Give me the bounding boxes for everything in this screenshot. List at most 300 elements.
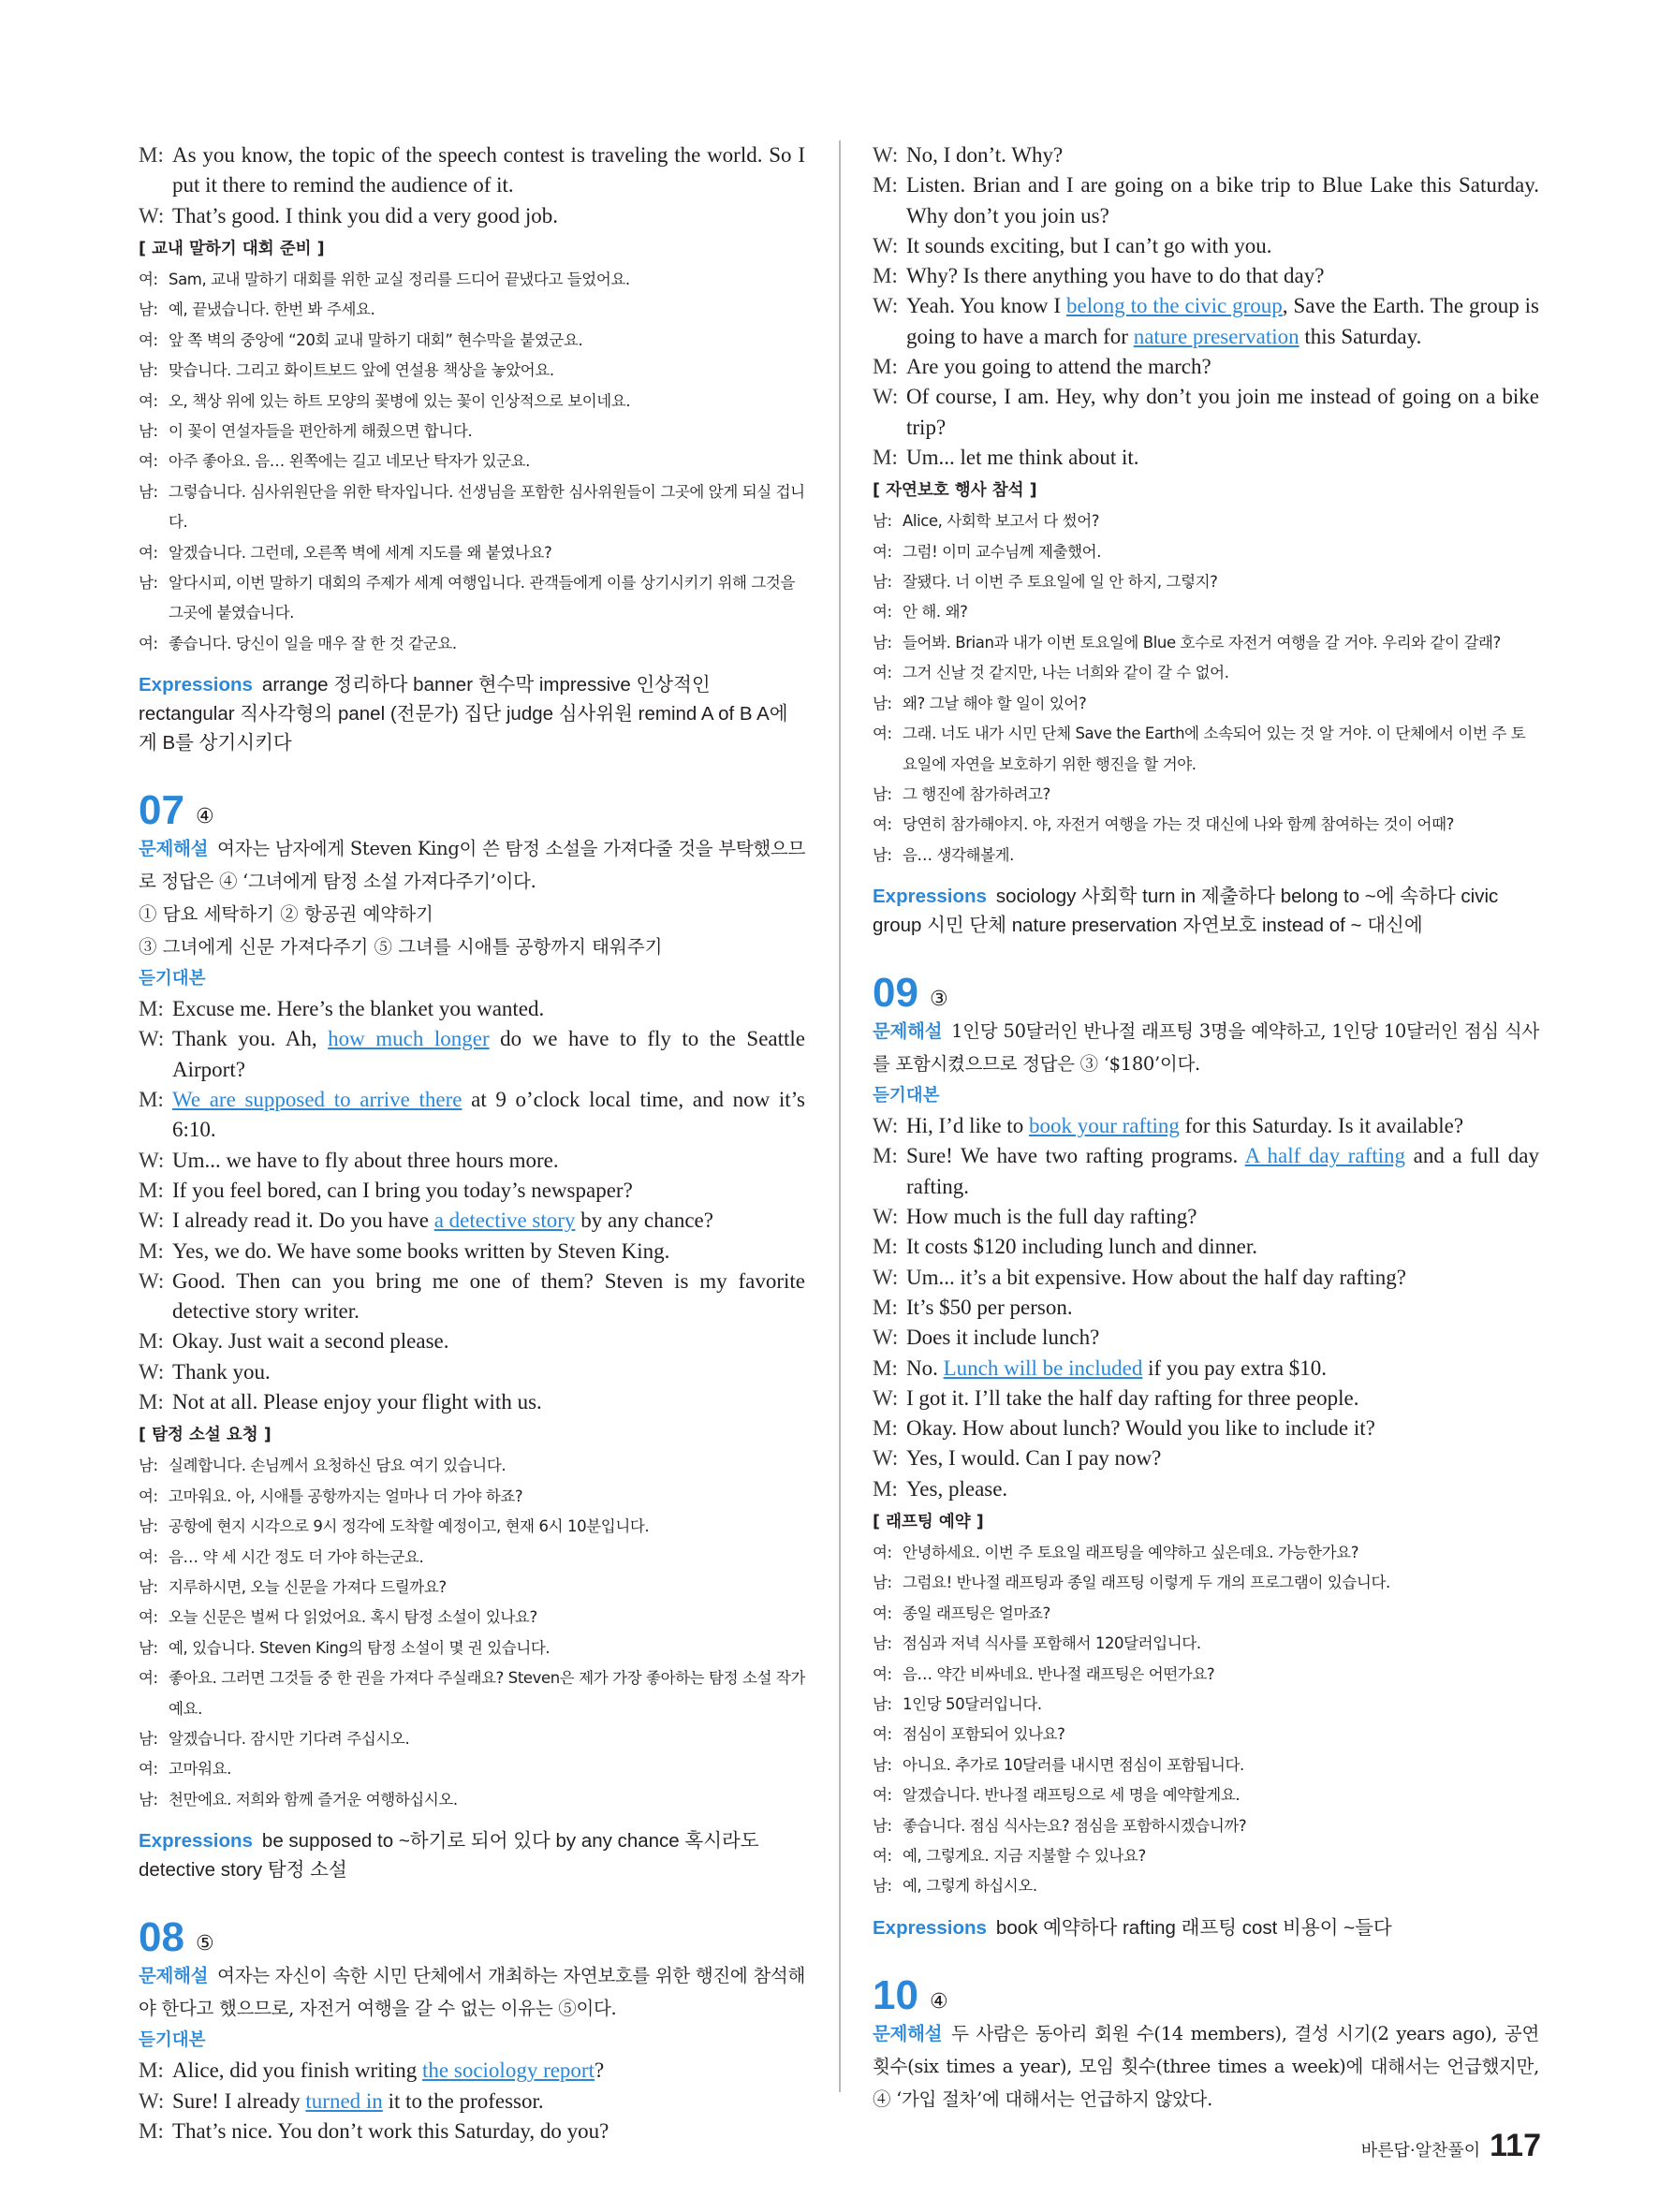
q07-korean-title: [ 탐정 소설 요청 ] [139, 1426, 272, 1445]
translation-text: Sam, 교내 말하기 대회를 위한 교실 정리를 드디어 끝냈다고 들었어요. [169, 270, 630, 288]
dialogue-line [139, 1326, 805, 1356]
dialogue-text [172, 1024, 805, 1085]
translation-text: 점심과 저녁 식사를 포함해서 120달러입니다. [903, 1634, 1201, 1653]
translation-text: 오늘 신문은 벌써 다 읽었어요. 혹시 탐정 소설이 있나요? [169, 1608, 537, 1627]
q10-heading [873, 1967, 1539, 2017]
speaker-label: W: [873, 1265, 899, 1289]
translation-line [139, 1754, 805, 1784]
dialogue-text [906, 1263, 1539, 1293]
text-run: by any chance? [575, 1209, 713, 1233]
dialogue-text [906, 1202, 1539, 1232]
translation-text: 당연히 참가해야지. 야, 자전거 여행을 가는 것 대신에 나와 함께 참여하는 것이 어때? [903, 815, 1454, 834]
dialogue-line [139, 2087, 805, 2117]
script-label: 듣기대본 [873, 1086, 940, 1106]
expressions-label: Expressions [139, 674, 253, 696]
dialogue-line [139, 1267, 805, 1327]
speaker-label: 여: [873, 1725, 892, 1744]
text-run: Hi, I’d like to [906, 1114, 1029, 1138]
speaker-label: 남: [139, 1790, 158, 1809]
expressions-text: book 예약하다 rafting 래프팅 cost 비용이 ~들다 [995, 1916, 1392, 1939]
dialogue-line [139, 1206, 805, 1236]
speaker-label: 여: [873, 725, 892, 743]
page-number: 117 [1490, 2128, 1541, 2163]
translation-text: 알다시피, 이번 말하기 대회의 주제가 세계 여행입니다. 관객들에게 이를 상기시키기 위해 그것을 그곳에 붙였습니다. [169, 573, 796, 623]
dialogue-line [873, 1202, 1539, 1232]
translation-text: 예, 그렇게요. 지금 지불할 수 있나요? [903, 1847, 1146, 1866]
translation-text: 고마워요. [169, 1760, 232, 1779]
translation-text: 그 행진에 참가하려고? [903, 784, 1050, 803]
translation-line [873, 658, 1539, 688]
text-run: Yes, please. [906, 1476, 1008, 1501]
key-phrase: We are supposed to arrive there [172, 1088, 462, 1112]
speaker-label: W: [139, 203, 165, 227]
dialogue-text [906, 352, 1539, 382]
speaker-label: M: [873, 1416, 898, 1441]
question-number: 08 [139, 1914, 184, 1961]
translation-text: 앞 쪽 벽의 중앙에 “20회 교내 말하기 대회” 현수막을 붙였군요. [169, 330, 583, 349]
explanation-text: 1인당 50달러인 반나절 래프팅 3명을 예약하고, 1인당 10달러인 점심 식사를 포함시켰으므로 정답은 ③ ‘$180’이다. [873, 1020, 1539, 1076]
speaker-label: 남: [873, 573, 892, 592]
speaker-label: W: [873, 1446, 899, 1471]
expressions-text: sociology 사회학 turn in 제출하다 belong to ~에 속하다 civic group 시민 단체 nature preservation 자연보호 instead of ~ 대신에 [873, 886, 1499, 937]
translation-text: 종일 래프팅은 얼마죠? [903, 1604, 1050, 1622]
dialogue-text [906, 1111, 1539, 1141]
text-run: Sure! I already [172, 2088, 306, 2113]
speaker-label: 남: [873, 1695, 892, 1714]
dialogue-line [139, 1176, 805, 1206]
dialogue-line [139, 1085, 805, 1146]
speaker-label: M: [873, 355, 898, 379]
speaker-label: 여: [873, 1847, 892, 1866]
speaker-label: M: [139, 2058, 164, 2083]
speaker-label: W: [873, 1326, 899, 1350]
speaker-label: 남: [873, 1634, 892, 1653]
speaker-label: 남: [139, 482, 158, 501]
speaker-label: 남: [873, 1816, 892, 1835]
speaker-label: 남: [139, 421, 158, 440]
speaker-label: 여: [873, 542, 892, 561]
translation-text: 공항에 현지 시각으로 9시 정각에 도착할 예정이고, 현재 6시 10분입니다. [169, 1517, 650, 1536]
text-run: , Save the Earth. The group is going to have a march for [906, 294, 1539, 348]
text-run: for this Saturday. Is it available? [1179, 1114, 1464, 1138]
translation-line [139, 417, 805, 447]
q06-korean-translation [139, 265, 805, 659]
speaker-label: M: [873, 264, 898, 288]
translation-line [873, 719, 1539, 780]
speaker-label: M: [139, 143, 164, 167]
translation-line [139, 1451, 805, 1481]
translation-text: 오, 책상 위에 있는 하트 모양의 꽃병에 있는 꽃이 인상적으로 보이네요. [169, 391, 631, 410]
speaker-label: M: [139, 1088, 164, 1112]
translation-text: 예, 있습니다. Steven King의 탐정 소설이 몇 권 있습니다. [169, 1638, 551, 1657]
q08-korean-title: [ 자연보호 행사 참석 ] [873, 481, 1037, 501]
translation-text: 알겠습니다. 반나절 래프팅으로 세 명을 예약할게요. [903, 1786, 1241, 1805]
text-run: Are you going to attend the march? [906, 355, 1211, 379]
q09-heading [873, 964, 1539, 1015]
translation-line [139, 477, 805, 538]
explanation-label: 문제해설 [139, 1965, 209, 1987]
translation-line [139, 1573, 805, 1603]
text-run: Does it include lunch? [906, 1326, 1100, 1350]
q08-script-continued [873, 140, 1539, 473]
expressions-label: Expressions [139, 1830, 253, 1853]
explanation-label: 문제해설 [873, 1020, 943, 1043]
q07-korean-translation [139, 1451, 805, 1815]
text-run: Okay. How about lunch? Would you like to include it? [906, 1416, 1375, 1441]
text-run: Okay. Just wait a second please. [172, 1329, 449, 1354]
speaker-label: M: [873, 1144, 898, 1168]
text-run: Um... let me think about it. [906, 445, 1139, 469]
translation-text: 맞습니다. 그리고 화이트보드 앞에 연설용 책상을 놓았어요. [169, 361, 554, 380]
translation-line [873, 628, 1539, 658]
dialogue-line [873, 1384, 1539, 1414]
explanation-label: 문제해설 [873, 2022, 943, 2044]
text-run: Yeah. You know I [906, 294, 1067, 318]
speaker-label: W: [139, 2088, 165, 2113]
text-run: Yes, we do. We have some books written by Steven King. [172, 1238, 670, 1263]
dialogue-text [906, 291, 1539, 352]
text-run: It costs $120 including lunch and dinner. [906, 1235, 1257, 1259]
text-run: Thank you. [172, 1359, 271, 1384]
speaker-label: 남: [139, 1577, 158, 1596]
speaker-label: 남: [873, 845, 892, 864]
q07-explanation [139, 832, 805, 898]
dialogue-line [873, 1263, 1539, 1293]
q08-heading [139, 1909, 805, 1959]
translation-text: 아주 좋아요. 음… 왼쪽에는 길고 네모난 탁자가 있군요. [169, 452, 531, 471]
dialogue-line [139, 1024, 805, 1085]
speaker-label: W: [139, 1148, 165, 1172]
speaker-label: M: [139, 997, 164, 1021]
translation-line [873, 1538, 1539, 1568]
dialogue-line [873, 352, 1539, 382]
dialogue-line [873, 1414, 1539, 1443]
speaker-label: W: [139, 1027, 165, 1051]
dialogue-line [139, 1387, 805, 1417]
q09-korean-title: [ 래프팅 예약 ] [873, 1513, 984, 1531]
dialogue-line [139, 1237, 805, 1267]
q08-explanation [139, 1959, 805, 2025]
key-phrase: turned in [305, 2088, 383, 2113]
dialogue-text [906, 1354, 1539, 1384]
q07-script [139, 994, 805, 1417]
right-column [873, 140, 1539, 2116]
translation-text: 좋습니다. 당신이 일을 매우 잘 한 것 같군요. [169, 634, 457, 652]
dialogue-text [172, 994, 805, 1024]
speaker-label: W: [873, 143, 899, 167]
translation-line [873, 567, 1539, 597]
dialogue-line [139, 994, 805, 1024]
speaker-label: 여: [873, 1544, 892, 1561]
translation-text: 좋아요. 그러면 그것들 중 한 권을 가져다 주실래요? Steven은 제가 가장 좋아하는 탐정 소설 작가예요. [169, 1669, 805, 1718]
translation-line [873, 1751, 1539, 1780]
speaker-label: M: [139, 1238, 164, 1263]
text-run: I got it. I’ll take the half day rafting for three people. [906, 1385, 1359, 1410]
dialogue-line [873, 231, 1539, 261]
text-run: If you feel bored, can I bring you today’s newspaper? [172, 1178, 633, 1202]
dialogue-text [906, 231, 1539, 261]
q07-heading [139, 782, 805, 832]
key-phrase: how much longer [328, 1027, 490, 1051]
translation-text: 예, 그렇게 하십시오. [903, 1877, 1037, 1896]
speaker-label: 여: [873, 1604, 892, 1622]
dialogue-text [906, 1141, 1539, 1202]
translation-line [873, 1690, 1539, 1720]
q06-korean-title: [ 교내 말하기 대회 준비 ] [139, 239, 325, 258]
translation-line [139, 1512, 805, 1542]
speaker-label: 여: [139, 391, 158, 410]
text-run: No, I don’t. Why? [906, 143, 1064, 167]
dialogue-text [172, 1357, 805, 1387]
translation-line [873, 689, 1539, 719]
dialogue-text [172, 2117, 805, 2146]
translation-text: 아니요. 추가로 10달러를 내시면 점심이 포함됩니다. [903, 1755, 1244, 1774]
script-label: 듣기대본 [139, 2030, 206, 2051]
text-run: Not at all. Please enjoy your flight with us. [172, 1390, 542, 1414]
translation-line [139, 1543, 805, 1573]
text-run: Um... it’s a bit expensive. How about the half day rafting? [906, 1265, 1406, 1289]
text-run: do we have to fly to the Seattle Airport? [172, 1027, 805, 1081]
speaker-label: 남: [139, 361, 158, 380]
q09-script [873, 1111, 1539, 1504]
key-phrase: A half day rafting [1244, 1144, 1406, 1168]
q07-expressions [139, 1826, 805, 1884]
dialogue-text [906, 382, 1539, 443]
dialogue-line [873, 170, 1539, 231]
text-run: Thank you. Ah, [172, 1027, 329, 1051]
translation-line [139, 326, 805, 356]
speaker-label: 여: [139, 270, 158, 288]
key-phrase: nature preservation [1133, 324, 1299, 348]
dialogue-line [873, 443, 1539, 473]
explanation-text: 두 사람은 동아리 회원 수(14 members), 결성 시기(2 years ago), 공연 횟수(six times a year), 모임 횟수(three times a week)에 대해서는 언급했지만, ④ ‘가입 절차’에 대해서는 언급하지 않았다. [873, 2022, 1539, 2110]
speaker-label: 여: [139, 330, 158, 349]
key-phrase: belong to the civic group [1066, 294, 1283, 318]
q09-explanation [873, 1015, 1539, 1080]
left-column [139, 140, 805, 2146]
translation-text: 안 해. 왜? [903, 603, 968, 622]
translation-text: 왜? 그날 해야 할 일이 있어? [903, 694, 1087, 712]
dialogue-text [906, 140, 1539, 170]
translation-line [139, 629, 805, 659]
dialogue-line [873, 261, 1539, 291]
dialogue-line [139, 1357, 805, 1387]
speaker-label: W: [873, 385, 899, 409]
speaker-label: M: [139, 1329, 164, 1354]
text-run: ? [595, 2058, 605, 2083]
dialogue-text: As you know, the topic of the speech contest is traveling the world. So I put it there to remind the audience of it. [172, 143, 805, 198]
text-run: Sure! We have two rafting programs. [906, 1144, 1245, 1168]
translation-line [139, 265, 805, 295]
translation-text: 그래. 너도 내가 시민 단체 Save the Earth에 소속되어 있는 것 알 거야. 이 단체에서 이번 주 토요일에 자연을 보호하기 위한 행진을 할 거야. [903, 725, 1526, 773]
expressions-label: Expressions [873, 1916, 987, 1939]
translation-text: 그렇습니다. 심사위원단을 위한 탁자입니다. 선생님을 포함한 심사위원들이 그곳에 앉게 되실 겁니다. [169, 482, 805, 532]
dialogue-line [873, 1141, 1539, 1202]
dialogue-line [873, 291, 1539, 352]
translation-text: 그럼요! 반나절 래프팅과 종일 래프팅 이렇게 두 개의 프로그램이 있습니다. [903, 1574, 1390, 1592]
key-phrase: Lunch will be included [943, 1355, 1143, 1380]
translation-line [139, 1633, 805, 1663]
expressions-text: be supposed to ~하기로 되어 있다 by any chance 혹시라도 detective story 탐정 소설 [139, 1830, 759, 1882]
translation-line [139, 1724, 805, 1754]
q07-options-row-2: ③ 그녀에게 신문 가져다주기 ⑤ 그녀를 시애틀 공항까지 태워주기 [139, 936, 663, 959]
key-phrase: a detective story [433, 1209, 576, 1233]
translation-line [873, 597, 1539, 627]
speaker-label: 남: [873, 1755, 892, 1774]
dialogue-text [172, 1206, 805, 1236]
text-run: It’s $50 per person. [906, 1295, 1073, 1319]
speaker-label: W: [873, 1205, 899, 1229]
translation-line [873, 1599, 1539, 1629]
question-number: 10 [873, 1971, 918, 2018]
translation-text: 실례합니다. 손님께서 요청하신 담요 여기 있습니다. [169, 1457, 507, 1475]
dialogue-line [873, 1232, 1539, 1262]
expressions-label: Expressions [873, 886, 987, 908]
speaker-label: 여: [139, 634, 158, 652]
q06-script-end [139, 140, 805, 231]
translation-text: 이 꽃이 연설자들을 편안하게 해줬으면 합니다. [169, 421, 473, 440]
key-phrase: the sociology report [422, 2058, 595, 2083]
dialogue-line [873, 1443, 1539, 1473]
speaker-label: 남: [139, 1638, 158, 1657]
q08-expressions [873, 882, 1539, 940]
speaker-label: 남: [139, 1729, 158, 1748]
dialogue-text [906, 1323, 1539, 1353]
dialogue-line [873, 1323, 1539, 1353]
explanation-label: 문제해설 [139, 838, 209, 860]
translation-text: 좋습니다. 점심 식사는요? 점심을 포함하시겠습니까? [903, 1816, 1247, 1835]
speaker-label: W: [873, 294, 899, 318]
speaker-label: 여: [139, 1487, 158, 1505]
text-run: No. [906, 1355, 944, 1380]
text-run: It sounds exciting, but I can’t go with you. [906, 233, 1272, 257]
translation-line [873, 1841, 1539, 1871]
translation-text: 지루하시면, 오늘 신문을 가져다 드릴까요? [169, 1577, 447, 1596]
speaker-label: W: [873, 233, 899, 257]
question-number: 09 [873, 970, 918, 1017]
dialogue-line [873, 1293, 1539, 1323]
expressions-text: arrange 정리하다 banner 현수막 impressive 인상적인 rectangular 직사각형의 panel (전문가) 집단 judge 심사위원 remind A of B A에게 B를 상기시키다 [139, 674, 788, 754]
translation-line [873, 780, 1539, 810]
translation-text: 음… 약간 비싸네요. 반나절 래프팅은 어떤가요? [903, 1664, 1215, 1683]
q08-script [139, 2056, 805, 2146]
translation-line [873, 1629, 1539, 1659]
text-run: Good. Then can you bring me one of them? Steven is my favorite detective story writer. [172, 1268, 805, 1324]
speaker-label: 여: [873, 603, 892, 622]
speaker-label: W: [139, 1268, 165, 1293]
answer-mark: ③ [929, 988, 948, 1012]
answer-mark: ⑤ [195, 1932, 214, 1956]
dialogue-line [139, 1146, 805, 1176]
explanation-text: 여자는 남자에게 Steven King이 쓴 탐정 소설을 가져다줄 것을 부탁했으므로 정답은 ④ ‘그녀에게 탐정 소설 가져다주기’이다. [139, 838, 805, 893]
dialogue-line [873, 382, 1539, 443]
translation-line [139, 1603, 805, 1633]
translation-text: 음… 약 세 시간 정도 더 가야 하는군요. [169, 1547, 424, 1566]
translation-text: Alice, 사회학 보고서 다 썼어? [903, 512, 1100, 531]
answer-mark: ④ [195, 805, 214, 829]
q09-korean-translation [873, 1538, 1539, 1902]
speaker-label: 남: [873, 694, 892, 712]
translation-line [139, 295, 805, 325]
translation-text: 천만에요. 저희와 함께 즐거운 여행하십시오. [169, 1790, 458, 1809]
speaker-label: M: [873, 1235, 898, 1259]
translation-line [873, 1780, 1539, 1810]
text-run: it to the professor. [382, 2088, 544, 2113]
dialogue-text: That’s good. I think you did a very good job. [172, 203, 559, 227]
text-run: Alice, did you finish writing [172, 2058, 423, 2083]
question-number: 07 [139, 787, 184, 834]
translation-text: 알겠습니다. 잠시만 기다려 주십시오. [169, 1729, 410, 1748]
translation-line [139, 538, 805, 568]
q08-korean-translation [873, 506, 1539, 871]
speaker-label: M: [139, 1178, 164, 1202]
dialogue-text [172, 1387, 805, 1417]
translation-text: 예, 끝냈습니다. 한번 봐 주세요. [169, 300, 375, 319]
dialogue-text [906, 1293, 1539, 1323]
text-run: Excuse me. Here’s the blanket you wanted. [172, 997, 545, 1021]
text-run: That’s nice. You don’t work this Saturday, do you? [172, 2118, 609, 2143]
translation-line [873, 1568, 1539, 1598]
translation-line [873, 841, 1539, 871]
translation-line [873, 537, 1539, 567]
translation-text: 알겠습니다. 그런데, 오른쪽 벽에 세계 지도를 왜 붙였나요? [169, 543, 552, 562]
speaker-label: W: [873, 1385, 899, 1410]
text-run: How much is the full day rafting? [906, 1205, 1197, 1229]
translation-line [873, 1811, 1539, 1841]
explanation-text: 여자는 자신이 속한 시민 단체에서 개최하는 자연보호를 위한 행진에 참석해야 한다고 했으므로, 자전거 여행을 갈 수 없는 이유는 ⑤이다. [139, 1965, 805, 2020]
dialogue-text [172, 1146, 805, 1176]
dialogue-text [906, 1414, 1539, 1443]
speaker-label: W: [139, 1209, 165, 1233]
translation-line [139, 387, 805, 417]
dialogue-text [172, 1267, 805, 1327]
speaker-label: 여: [139, 452, 158, 471]
translation-text: 1인당 50달러입니다. [903, 1695, 1042, 1714]
speaker-label: 여: [873, 1786, 892, 1805]
dialogue-line [139, 2056, 805, 2086]
dialogue-line [873, 140, 1539, 170]
speaker-label: 남: [873, 512, 892, 531]
speaker-label: W: [873, 1114, 899, 1138]
dialogue-line [139, 140, 805, 201]
script-label: 듣기대본 [139, 969, 206, 989]
text-run: and a full day rafting. [906, 1144, 1539, 1198]
q10-explanation [873, 2017, 1539, 2116]
text-run: if you pay extra $10. [1142, 1355, 1328, 1380]
speaker-label: 여: [139, 1547, 158, 1566]
q09-expressions [873, 1913, 1539, 1942]
q07-options-row-1: ① 담요 세탁하기 ② 항공권 예약하기 [139, 903, 433, 926]
translation-text: 고마워요. 아, 시애틀 공항까지는 얼마나 더 가야 하죠? [169, 1487, 523, 1505]
text-run: this Saturday. [1299, 324, 1422, 348]
translation-text: 안녕하세요. 이번 주 토요일 래프팅을 예약하고 싶은데요. 가능한가요? [903, 1544, 1359, 1561]
speaker-label: 남: [873, 633, 892, 652]
speaker-label: M: [873, 1476, 898, 1501]
column-divider [839, 140, 841, 2092]
translation-line [139, 356, 805, 386]
dialogue-text [906, 443, 1539, 473]
speaker-label: 여: [139, 543, 158, 562]
dialogue-text [906, 1232, 1539, 1262]
speaker-label: M: [873, 1355, 898, 1380]
text-run: Yes, I would. Can I pay now? [906, 1446, 1162, 1471]
key-phrase: book your rafting [1028, 1114, 1180, 1138]
text-run: I already read it. Do you have [172, 1209, 434, 1233]
translation-line [139, 447, 805, 476]
text-run: Listen. Brian and I are going on a bike trip to Blue Lake this Saturday. Why don’t you join us? [906, 173, 1539, 227]
dialogue-text [906, 170, 1539, 231]
translation-text: 들어봐. Brian과 내가 이번 토요일에 Blue 호수로 자전거 여행을 갈 거야. 우리와 같이 갈래? [903, 633, 1501, 652]
